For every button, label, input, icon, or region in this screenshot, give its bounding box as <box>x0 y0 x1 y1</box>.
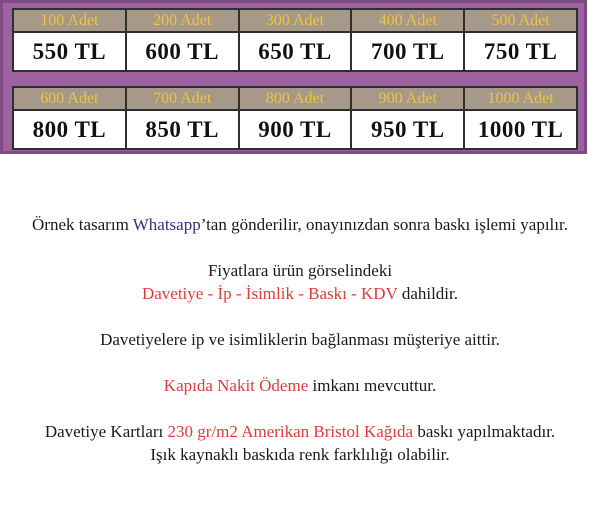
qty-cell: 100 Adet <box>13 9 126 32</box>
note-included-post: dahildir. <box>397 284 459 303</box>
note-included-items: Davetiye - İp - İsimlik - Baskı - KDV <box>141 284 398 303</box>
price-cell: 750 TL <box>464 32 577 71</box>
note-paper-highlight: 230 gr/m2 Amerikan Bristol Kağıda <box>167 422 414 441</box>
note-color-warning: Işık kaynaklı baskıda renk farklılığı olabilir. <box>150 445 450 464</box>
qty-cell: 200 Adet <box>126 9 239 32</box>
price-table-100-500 <box>12 8 578 72</box>
note-paper-post: baskı yapılmaktadır. <box>413 422 556 441</box>
note-sample-post: ’tan gönderilir, onayınızdan sonra baskı işlemi yapılır. <box>200 215 568 234</box>
quantity-header-row <box>13 87 577 110</box>
price-cell: 550 TL <box>13 32 126 71</box>
pricing-panel <box>0 0 587 154</box>
price-cell: 850 TL <box>126 110 239 149</box>
note-included-intro: Fiyatlara ürün görselindeki <box>207 261 393 280</box>
price-row <box>13 32 577 71</box>
note-sample-design <box>0 213 600 236</box>
note-included <box>0 259 600 305</box>
qty-cell: 900 Adet <box>351 87 464 110</box>
note-payment-highlight: Kapıda Nakit Ödeme <box>163 376 309 395</box>
qty-cell: 1000 Adet <box>464 87 577 110</box>
price-cell: 950 TL <box>351 110 464 149</box>
qty-cell: 500 Adet <box>464 9 577 32</box>
quantity-header-row <box>13 9 577 32</box>
price-cell: 800 TL <box>13 110 126 149</box>
qty-cell: 800 Adet <box>239 87 352 110</box>
qty-cell: 400 Adet <box>351 9 464 32</box>
notes-block <box>0 154 600 489</box>
note-paper-pre: Davetiye Kartları <box>44 422 168 441</box>
price-cell: 650 TL <box>239 32 352 71</box>
note-payment-post: imkanı mevcuttur. <box>308 376 437 395</box>
note-attachment: Davetiyelere ip ve isimliklerin bağlanması müşteriye aittir. <box>100 330 500 349</box>
whatsapp-highlight: Whatsapp <box>132 215 201 234</box>
price-cell: 700 TL <box>351 32 464 71</box>
price-cell: 1000 TL <box>464 110 577 149</box>
note-payment <box>0 374 600 397</box>
qty-cell: 600 Adet <box>13 87 126 110</box>
note-paper <box>0 420 600 466</box>
price-row <box>13 110 577 149</box>
price-cell: 600 TL <box>126 32 239 71</box>
price-table-600-1000 <box>12 86 578 150</box>
qty-cell: 300 Adet <box>239 9 352 32</box>
note-sample-pre: Örnek tasarım <box>32 215 133 234</box>
qty-cell: 700 Adet <box>126 87 239 110</box>
price-cell: 900 TL <box>239 110 352 149</box>
